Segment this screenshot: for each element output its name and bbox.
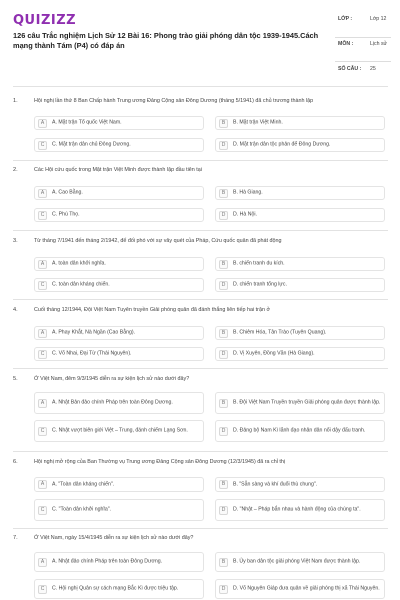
option-letter: B [219, 119, 228, 128]
class-value: Lớp 12 [370, 16, 387, 22]
question-number: 3. [13, 238, 18, 244]
option-text: C. Mặt trận dân chủ Đông Dương. [52, 141, 131, 148]
option-letter: D [219, 506, 228, 515]
option-letter: A [38, 189, 47, 198]
option-text: B. chiến tranh du kích. [233, 260, 285, 267]
question-text: Hội nghị lần thứ 8 Ban Chấp hành Trung ương Đảng Cộng sản Đông Dương (tháng 5/1941) đã chủ trương thành lập [34, 98, 314, 104]
meta-divider [335, 37, 391, 38]
option-text: D. Võ Nguyên Giáp đưa quân về giải phóng thị xã Thái Nguyên. [233, 585, 380, 592]
document-header [0, 0, 400, 84]
question-text: Từ tháng 7/1941 đến tháng 2/1942, để đối phó với sự vây quét của Pháp, Cứu quốc quân đã phát động [34, 238, 282, 244]
option-d[interactable] [215, 208, 385, 222]
option-a[interactable] [34, 257, 204, 271]
subject-value: Lịch sử [370, 41, 388, 47]
option-a[interactable] [34, 116, 204, 130]
option-d[interactable] [215, 347, 385, 361]
question-number: 5. [13, 376, 18, 382]
option-letter: C [38, 350, 47, 359]
option-b[interactable] [215, 257, 385, 271]
option-b[interactable] [215, 392, 385, 414]
option-c[interactable] [34, 579, 204, 599]
option-a[interactable] [34, 477, 204, 492]
subject-label: MÔN : [338, 41, 354, 47]
option-text: A. Mặt trận Tổ quốc Việt Nam. [52, 119, 122, 126]
option-letter: C [38, 211, 47, 220]
question-text: Cuối tháng 12/1944, Đội Việt Nam Tuyên truyền Giải phóng quân đã đánh thắng liên tiếp hai trận ở [34, 307, 270, 313]
option-letter: D [219, 281, 228, 290]
question-number: 7. [13, 535, 18, 541]
option-a[interactable] [34, 186, 204, 200]
option-d[interactable] [215, 278, 385, 292]
option-text: B. Chiêm Hóa, Tân Trào (Tuyên Quang). [233, 329, 327, 336]
question-divider [13, 451, 388, 452]
option-c[interactable] [34, 278, 204, 292]
count-value: 25 [370, 66, 376, 72]
option-letter: C [38, 427, 47, 436]
option-text: C. Phú Thọ. [52, 211, 80, 218]
option-d[interactable] [215, 499, 385, 521]
option-text: C. Võ Nhai, Đại Từ (Thái Nguyên). [52, 350, 132, 357]
option-text: C. toàn dân kháng chiến. [52, 281, 110, 288]
question-number: 4. [13, 307, 18, 313]
option-text: A. Phay Khắt, Nà Ngần (Cao Bằng). [52, 329, 136, 336]
option-c[interactable] [34, 347, 204, 361]
class-label: LỚP : [338, 16, 353, 22]
option-letter: D [219, 211, 228, 220]
option-c[interactable] [34, 208, 204, 222]
option-text: D. Hà Nội. [233, 211, 257, 218]
question-text: Ở Việt Nam, đêm 9/3/1945 diễn ra sự kiện lịch sử nào dưới đây? [34, 376, 190, 382]
option-letter: A [38, 329, 47, 338]
option-text: A. "Toàn dân kháng chiến". [52, 481, 115, 488]
question-text: Ở Việt Nam, ngày 15/4/1945 diễn ra sự kiện lịch sử nào dưới đây? [34, 535, 194, 541]
option-letter: B [219, 189, 228, 198]
option-d[interactable] [215, 579, 385, 599]
header-divider [13, 86, 388, 87]
option-b[interactable] [215, 186, 385, 200]
question-divider [13, 368, 388, 369]
option-text: B. Đội Việt Nam Truyền truyền Giải phóng quân được thành lập. [233, 399, 381, 406]
option-d[interactable] [215, 138, 385, 152]
option-letter: A [38, 260, 47, 269]
option-letter: A [38, 558, 47, 567]
option-letter: A [38, 119, 47, 128]
option-letter: B [219, 480, 228, 489]
option-c[interactable] [34, 420, 204, 442]
question-divider [13, 230, 388, 231]
meta-divider [335, 61, 391, 62]
document-title: 126 câu Trắc nghiệm Lịch Sử 12 Bài 16: Phong trào giải phóng dân tộc 1939-1945.Cách mạng thành Tám (P4) có đáp án [13, 31, 319, 50]
option-letter: C [38, 281, 47, 290]
question-divider [13, 160, 388, 161]
question-number: 2. [13, 167, 18, 173]
option-text: B. Mặt trận Việt Minh. [233, 119, 283, 126]
option-letter: B [219, 399, 228, 408]
option-a[interactable] [34, 552, 204, 572]
option-text: A. toàn dân khởi nghĩa. [52, 260, 106, 267]
option-c[interactable] [34, 499, 204, 521]
option-letter: B [219, 260, 228, 269]
option-text: B. "Sẵn sàng và khí đuổi thù chung". [233, 481, 318, 488]
option-c[interactable] [34, 138, 204, 152]
option-text: A. Nhật đảo chính Pháp trên toàn Đông Dương. [52, 558, 163, 565]
count-label: SỐ CÂU : [338, 66, 362, 72]
option-letter: B [219, 558, 228, 567]
option-b[interactable] [215, 116, 385, 130]
question-divider [13, 299, 388, 300]
option-text: C. Nhật vượt biên giới Việt – Trung, đánh chiếm Lạng Sơn. [52, 427, 188, 434]
option-text: B. Ủy ban dân tộc giải phóng Việt Nam được thành lập. [233, 558, 361, 565]
option-text: A. Nhật Bản đảo chính Pháp trên toàn Đông Dương. [52, 399, 173, 406]
option-d[interactable] [215, 420, 385, 442]
option-text: C. "Toàn dân khởi nghĩa". [52, 506, 111, 513]
option-text: D. Đảng bộ Nam Kì lãnh đạo nhân dân nổi dậy đấu tranh. [233, 427, 366, 434]
option-b[interactable] [215, 326, 385, 340]
question-divider [13, 528, 388, 529]
quizizz-logo: QUIZIZZ [13, 13, 77, 28]
option-letter: C [38, 585, 47, 594]
option-letter: D [219, 585, 228, 594]
option-letter: B [219, 329, 228, 338]
option-a[interactable] [34, 392, 204, 414]
option-text: D. chiến tranh tổng lực. [233, 281, 287, 288]
question-text: Các Hội cứu quốc trong Mặt trận Việt Minh được thành lập đầu tiên tại [34, 167, 202, 173]
option-text: D. Mặt trận dân tộc phản đế Đông Dương. [233, 141, 331, 148]
option-letter: A [38, 480, 47, 489]
option-text: A. Cao Bằng. [52, 189, 83, 196]
option-letter: D [219, 427, 228, 436]
question-text: Hội nghị mở rộng của Ban Thường vụ Trung ương Đảng Cộng sản Đông Dương (12/3/1945) đã ra chỉ thị [34, 459, 286, 465]
option-b[interactable] [215, 552, 385, 572]
option-a[interactable] [34, 326, 204, 340]
option-b[interactable] [215, 477, 385, 492]
question-number: 6. [13, 459, 18, 465]
option-letter: D [219, 141, 228, 150]
option-text: B. Hà Giang. [233, 189, 263, 196]
option-letter: C [38, 141, 47, 150]
option-text: D. Vị Xuyên, Đồng Văn (Hà Giang). [233, 350, 315, 357]
option-letter: A [38, 399, 47, 408]
option-text: D. "Nhật – Pháp bắn nhau và hành động của chúng ta". [233, 506, 361, 513]
option-letter: C [38, 506, 47, 515]
option-text: C. Hội nghị Quân sự cách mạng Bắc Kì được triệu tập. [52, 585, 179, 592]
question-number: 1. [13, 98, 18, 104]
option-letter: D [219, 350, 228, 359]
